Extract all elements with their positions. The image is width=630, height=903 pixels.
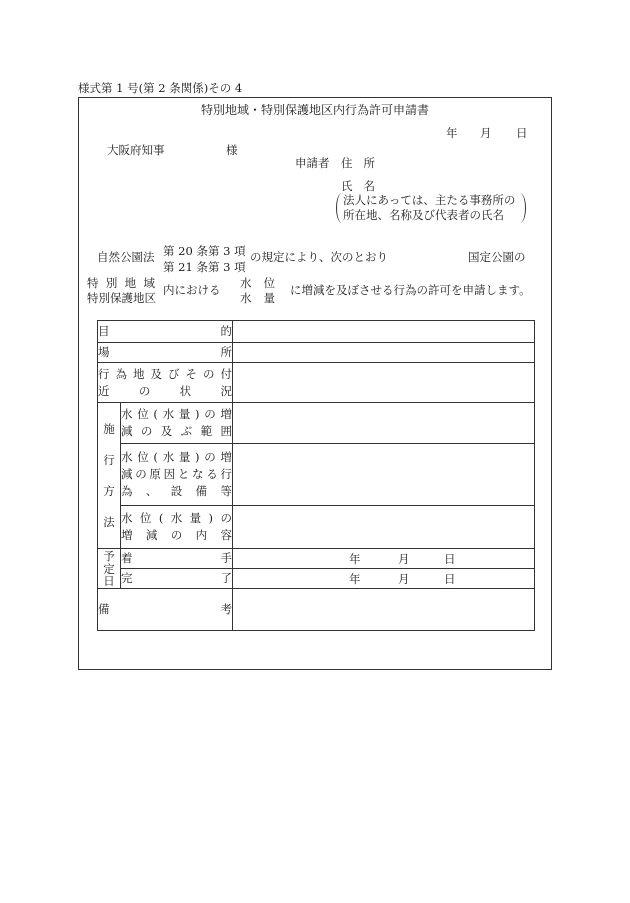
statement-water-volume: [240, 291, 275, 305]
method-content-label-line-2: [121, 527, 232, 544]
location-value-cell: [233, 343, 535, 363]
statement-area-protected: [87, 291, 156, 305]
statement-request: に増減を及ぼさせる行為の許可を申請します。: [290, 283, 531, 297]
schedule-label: [98, 550, 120, 588]
schedule-label-cell: [98, 549, 121, 589]
label-character: 行: [103, 453, 115, 468]
method-range-row: [98, 403, 535, 444]
left-bracket: [336, 193, 342, 223]
date-day-label: 日: [516, 126, 528, 140]
label-character: 増: [220, 450, 232, 464]
schedule-finish-date: [233, 572, 534, 586]
site-condition-label-line-1: [98, 366, 232, 383]
label-character: 位: [263, 276, 275, 290]
label-character: 況: [220, 383, 232, 398]
label-character: 完: [121, 571, 133, 585]
addressee-honorific: 様: [226, 143, 238, 157]
method-cause-row: [98, 444, 535, 506]
finish-month-label: 月: [398, 571, 410, 586]
date-year-label: 年: [446, 126, 458, 140]
location-label: [98, 344, 232, 361]
label-character: 設: [170, 484, 183, 498]
label-character: 地: [133, 366, 145, 381]
label-character: 手: [220, 551, 232, 565]
label-character: 水: [121, 407, 133, 421]
start-day-label: 日: [444, 551, 456, 566]
label-character: 法: [103, 514, 115, 529]
label-character: 目: [98, 324, 110, 338]
statement-water-level: [240, 276, 275, 290]
label-character: (: [158, 511, 164, 525]
label-character: 為: [115, 366, 127, 381]
statement-within: 内における: [163, 283, 221, 297]
label-character: 了: [220, 571, 232, 585]
label-character: 別: [98, 291, 110, 305]
finish-day-label: 日: [444, 571, 456, 586]
schedule-finish-label-cell: [121, 569, 233, 589]
label-character: 行: [220, 467, 232, 481]
label-character: び: [168, 366, 180, 381]
label-character: 地: [133, 291, 145, 305]
method-cause-label-line-2: [121, 466, 232, 483]
schedule-start-date-cell: [233, 549, 535, 569]
label-character: 水: [121, 511, 133, 525]
addressee-name: 大阪府知事: [107, 143, 165, 157]
site-condition-label-line-2: [98, 383, 232, 400]
label-character: の: [138, 383, 151, 398]
label-character: 予: [103, 549, 115, 563]
purpose-value-cell: [233, 321, 535, 343]
method-cause-label-line-1: [121, 449, 232, 466]
label-character: 減: [145, 528, 158, 542]
label-character: 備: [195, 484, 208, 498]
label-character: 量: [178, 407, 191, 421]
label-character: の: [204, 407, 216, 421]
label-character: 等: [220, 484, 232, 498]
label-character: の: [170, 528, 183, 542]
method-cause-label-cell: [121, 444, 233, 506]
label-character: 保: [110, 291, 122, 305]
corporate-note-line-2: 所在地、名称及び代表者の氏名: [343, 208, 504, 222]
label-character: 水: [240, 276, 252, 290]
method-label: [98, 405, 120, 547]
label-character: 減: [121, 424, 133, 438]
label-character: な: [192, 467, 204, 481]
label-character: 水: [170, 511, 183, 525]
label-character: 近: [98, 383, 110, 398]
label-character: 増: [121, 528, 133, 542]
finish-year-label: 年: [349, 571, 361, 586]
site-condition-value-cell: [233, 363, 535, 403]
label-character: 付: [220, 366, 232, 381]
label-character: の: [203, 366, 215, 381]
date-month-label: 月: [480, 126, 492, 140]
statement-article-20: 第 20 条第 3 項: [163, 244, 246, 258]
label-character: ): [195, 407, 200, 421]
statement-area-special: [87, 276, 155, 290]
method-cause-value-cell: [233, 444, 535, 506]
label-character: 量: [178, 450, 191, 464]
label-character: そ: [185, 366, 197, 381]
start-year-label: 年: [349, 551, 361, 566]
label-character: 状: [179, 383, 192, 398]
label-character: 定: [103, 561, 115, 576]
method-content-row: [98, 506, 535, 549]
label-character: 着: [121, 551, 133, 565]
label-character: る: [206, 467, 218, 481]
label-character: の: [135, 467, 147, 481]
label-character: 行: [98, 366, 110, 381]
label-character: 方: [103, 483, 115, 498]
label-character: 水: [240, 291, 252, 305]
statement-article-21: 第 21 条第 3 項: [163, 260, 246, 274]
label-character: 区: [144, 291, 156, 305]
remarks-label: [98, 601, 232, 618]
applicant-address-label: [341, 156, 375, 170]
label-character: 、: [145, 484, 158, 498]
purpose-label-cell: [98, 321, 233, 343]
label-character: 氏: [341, 179, 353, 193]
corporate-note-line-1: 法人にあっては、主たる事務所の: [343, 193, 516, 207]
form-title: 特別地域・特別保護地区内行為許可申請書: [200, 103, 429, 117]
schedule-start-row: [98, 549, 535, 569]
label-character: 水: [162, 407, 175, 421]
label-character: 位: [139, 511, 152, 525]
location-row: [98, 343, 535, 363]
label-character: 及: [160, 424, 173, 438]
statement-law: 自然公園法: [97, 250, 155, 264]
label-character: 増: [220, 407, 232, 421]
method-cause-label-line-3: [121, 483, 232, 500]
method-content-value-cell: [233, 506, 535, 549]
label-character: 護: [121, 291, 133, 305]
label-character: 所: [363, 156, 375, 170]
purpose-row: [98, 321, 535, 343]
label-character: 地: [124, 276, 137, 290]
schedule-finish-date-cell: [233, 569, 535, 589]
applicant-name-label: [341, 179, 375, 193]
label-character: 量: [263, 291, 275, 305]
label-character: 別: [105, 276, 118, 290]
label-character: と: [177, 467, 190, 481]
label-character: 特: [87, 276, 99, 290]
purpose-label: [98, 323, 232, 340]
remarks-row: [98, 589, 535, 631]
label-character: 原: [149, 467, 161, 481]
label-character: 日: [103, 574, 115, 588]
method-label-cell: [98, 403, 121, 549]
schedule-finish-label: [121, 570, 232, 587]
label-character: 域: [143, 276, 155, 290]
method-content-label-line-1: [121, 510, 232, 527]
label-character: 備: [98, 602, 110, 616]
method-range-label-cell: [121, 403, 233, 444]
label-character: 水: [121, 450, 133, 464]
method-range-label-line-2: [121, 423, 232, 440]
statement-park: 国定公園の: [468, 250, 526, 264]
remarks-value-cell: [233, 589, 535, 631]
label-character: 住: [341, 156, 353, 170]
applicant-label: 申請者: [295, 156, 330, 170]
label-character: 囲: [220, 424, 232, 438]
schedule-start-label-cell: [121, 549, 233, 569]
label-character: の: [204, 450, 216, 464]
label-character: の: [220, 511, 232, 525]
label-character: 位: [137, 450, 149, 464]
method-range-label-line-1: [121, 406, 232, 423]
label-character: 場: [98, 345, 110, 359]
label-character: 及: [150, 366, 162, 381]
label-character: 範: [200, 424, 213, 438]
form-number: 様式第 1 号(第 2 条関係)その 4: [78, 81, 243, 95]
location-label-cell: [98, 343, 233, 363]
remarks-label-cell: [98, 589, 233, 631]
label-character: 名: [363, 179, 375, 193]
label-character: 為: [121, 484, 133, 498]
schedule-start-date: [233, 552, 534, 566]
label-character: 減: [121, 467, 133, 481]
label-character: 容: [220, 528, 232, 542]
label-character: ): [208, 511, 214, 525]
schedule-finish-row: [98, 569, 535, 589]
method-content-label-cell: [121, 506, 233, 549]
statement-provision: の規定により、次のとおり: [250, 250, 388, 264]
label-character: (: [153, 450, 158, 464]
label-character: の: [140, 424, 153, 438]
label-character: 量: [189, 511, 202, 525]
site-condition-label-cell: [98, 363, 233, 403]
label-character: 位: [137, 407, 149, 421]
label-character: 所: [220, 345, 232, 359]
application-details-table: [97, 320, 535, 631]
label-character: (: [153, 407, 158, 421]
method-range-value-cell: [233, 403, 535, 444]
label-character: ぶ: [180, 424, 193, 438]
label-character: 内: [195, 528, 208, 542]
label-character: ): [195, 450, 200, 464]
label-character: 水: [162, 450, 175, 464]
start-month-label: 月: [398, 551, 410, 566]
label-character: 因: [163, 467, 176, 481]
label-character: 施: [103, 422, 115, 437]
site-condition-row: [98, 363, 535, 403]
label-character: 特: [87, 291, 99, 305]
label-character: 的: [220, 324, 232, 338]
label-character: 考: [220, 602, 232, 616]
schedule-start-label: [121, 550, 232, 567]
